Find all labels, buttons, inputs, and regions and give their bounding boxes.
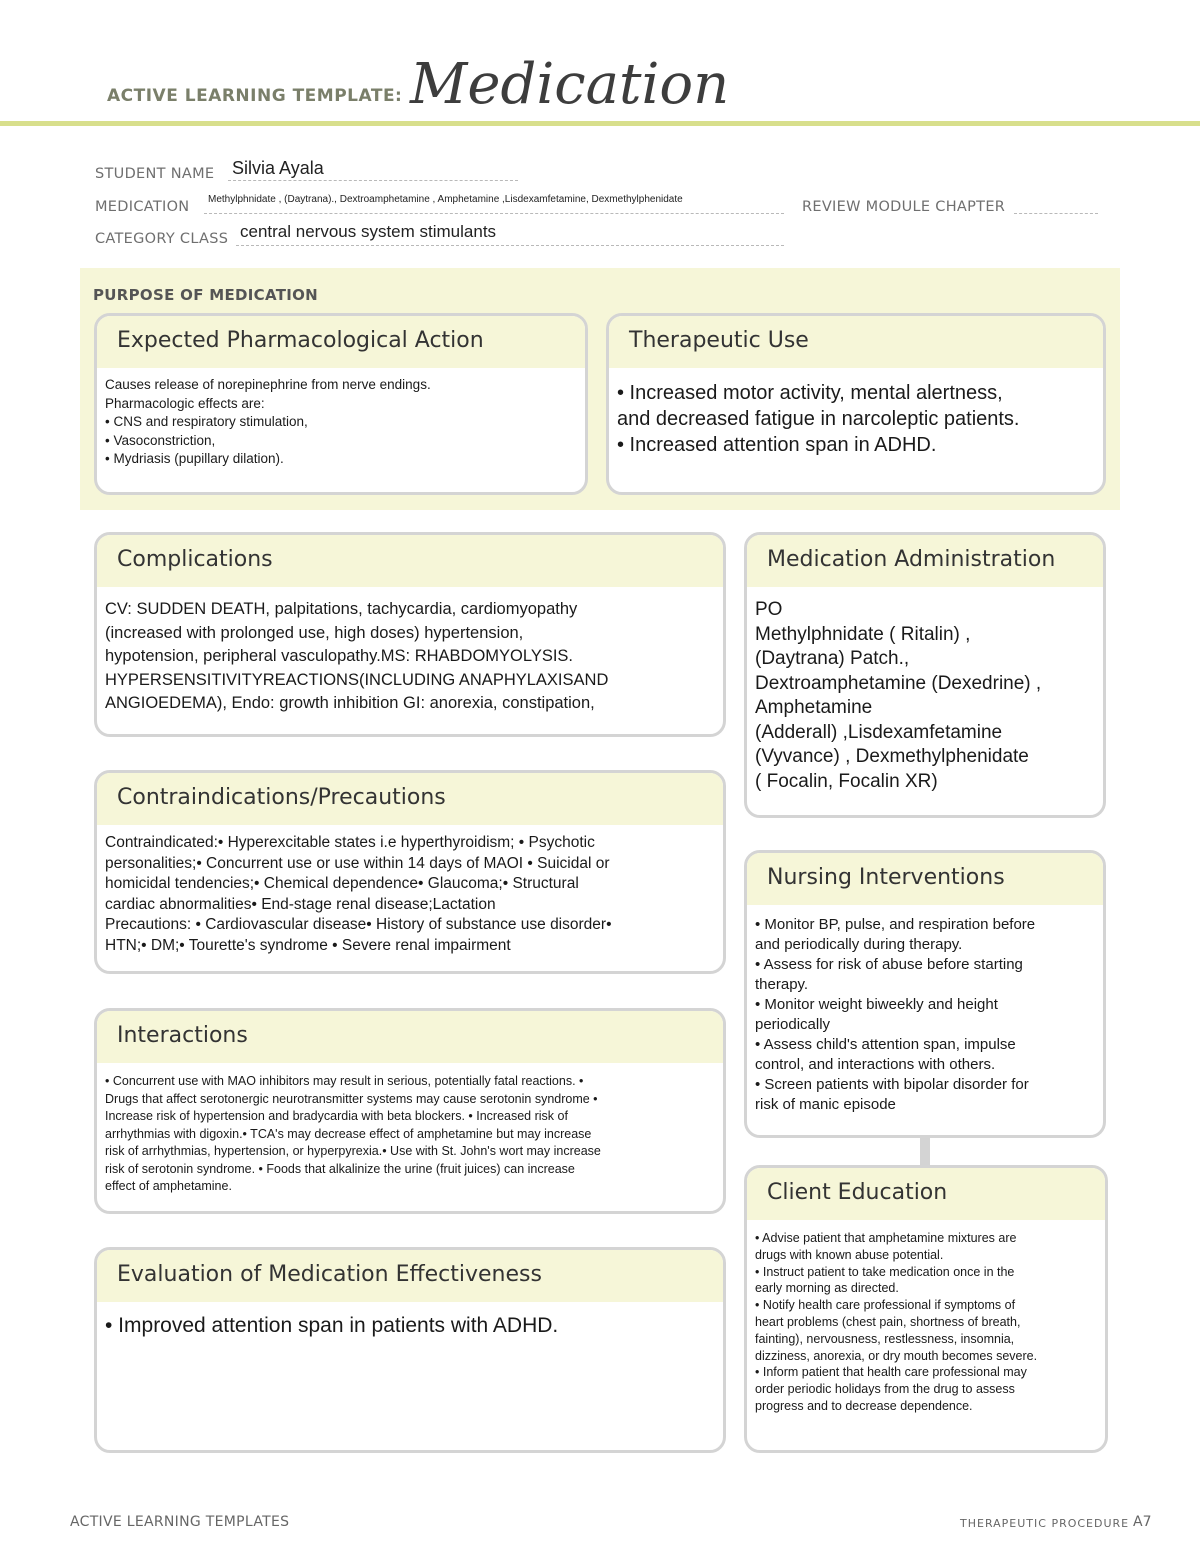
student-name-label: STUDENT NAME	[95, 166, 215, 182]
category-class-field[interactable]: central nervous system stimulants	[240, 222, 497, 241]
expected-action-card	[94, 313, 588, 495]
medication-label: MEDICATION	[95, 199, 190, 215]
contraindications-card	[94, 770, 726, 974]
evaluation-card	[94, 1247, 726, 1453]
client-education-card	[744, 1165, 1108, 1453]
nursing-interventions-title: Nursing Interventions	[747, 853, 1103, 905]
therapeutic-use-title: Therapeutic Use	[609, 316, 1103, 368]
client-education-title: Client Education	[747, 1168, 1105, 1220]
category-class-line	[236, 245, 784, 246]
footer-left: ACTIVE LEARNING TEMPLATES	[70, 1514, 290, 1530]
therapeutic-use-text[interactable]: • Increased motor activity, mental alertness, and decreased fatigue in narcoleptic patients. • Increased attention span in ADHD.	[617, 382, 1020, 456]
therapeutic-use-card	[606, 313, 1106, 495]
template-label: ACTIVE LEARNING TEMPLATE:	[107, 86, 403, 106]
footer-right: THERAPEUTIC PROCEDURE	[960, 1517, 1130, 1530]
interactions-text[interactable]: • Concurrent use with MAO inhibitors may result in serious, potentially fatal reactions. • Drugs that affect serotonergic neurotransmitter systems may cause serotonin syndrome • Increase risk of hypertension and bradycardia with beta blockers. • Increased risk of arrhythmias with digoxin.• TCA's may decrease effect of amphetamine but may increase risk of arrhythmias, hypertension, or hyperpyrexia.• Use with St. John's wort may increase risk of serotonin syndrome. • Foods that alkalinize the urine (fruit juices) can increase effect of amphetamine.	[105, 1074, 601, 1193]
medication-administration-title: Medication Administration	[747, 535, 1103, 587]
nursing-interventions-card	[744, 850, 1106, 1138]
complications-title: Complications	[97, 535, 723, 587]
evaluation-text[interactable]: • Improved attention span in patients with ADHD.	[105, 1314, 559, 1337]
interactions-title: Interactions	[97, 1011, 723, 1063]
medication-administration-text[interactable]: PO Methylphnidate ( Ritalin) , (Daytrana) Patch., Dextroamphetamine (Dexedrine) , Amphetamine (Adderall) ,Lisdexamfetamine (Vyvance) , Dexmethylphenidate ( Focalin, Focalin XR)	[755, 599, 1042, 792]
medication-administration-card	[744, 532, 1106, 818]
nursing-interventions-text[interactable]: • Monitor BP, pulse, and respiration before and periodically during therapy. • Assess for risk of abuse before starting therapy. • Monitor weight biweekly and height periodically • Assess child's attention span, impulse control, and interactions with others. • Screen patients with bipolar disorder for risk of manic episode	[755, 916, 1036, 1113]
student-name-field[interactable]: Silvia Ayala	[232, 158, 324, 178]
expected-action-text[interactable]: Causes release of norepinephrine from nerve endings. Pharmacologic effects are: • CNS and respiratory stimulation, • Vasoconstriction, • Mydriasis (pupillary dilation).	[105, 377, 431, 466]
page-title: Medication	[410, 52, 730, 117]
expected-action-title: Expected Pharmacological Action	[97, 316, 585, 368]
complications-text[interactable]: CV: SUDDEN DEATH, palpitations, tachycardia, cardiomyopathy (increased with prolonged use, high doses) hypertension, hypotension, peripheral vasculopathy.MS: RHABDOMYOLYSIS. HYPERSENSITIVITYREACTIONS(INCLUDING ANAPHYLAXISAND ANGIOEDEMA), Endo: growth inhibition GI: anorexia, constipation,	[105, 600, 609, 712]
category-class-label: CATEGORY CLASS	[95, 231, 229, 247]
page-number: A7	[1133, 1514, 1152, 1530]
connector-bar	[920, 1135, 930, 1167]
evaluation-title: Evaluation of Medication Effectiveness	[97, 1250, 723, 1302]
medication-line	[204, 213, 784, 214]
review-module-label: REVIEW MODULE CHAPTER	[802, 199, 1006, 215]
purpose-title: PURPOSE OF MEDICATION	[93, 286, 319, 304]
interactions-card	[94, 1008, 726, 1214]
contraindications-text[interactable]: Contraindicated:• Hyperexcitable states i.e hyperthyroidism; • Psychotic personalities;• Concurrent use or use within 14 days of MAOI • Suicidal or homicidal tendencies;• Chemical dependence• Glaucoma;• Structural cardiac abnormalities• End-stage renal disease;Lactation Precautions: • Cardiovascular disease• History of substance use disorder• HTN;• DM;• Tourette's syndrome • Severe renal impairment	[105, 834, 612, 954]
contraindications-title: Contraindications/Precautions	[97, 773, 723, 825]
complications-card	[94, 532, 726, 737]
client-education-text[interactable]: • Advise patient that amphetamine mixtures are drugs with known abuse potential. • Instruct patient to take medication once in the early morning as directed. • Notify health care professional if symptoms of heart problems (chest pain, shortness of breath, fainting), nervousness, restlessness, insomnia, dizziness, anorexia, or dry mouth becomes severe. • Inform patient that health care professional may order periodic holidays from the drug to assess progress and to decrease dependence.	[755, 1231, 1038, 1413]
review-module-line	[1014, 213, 1098, 214]
medication-field[interactable]: Methylphnidate , (Daytrana)., Dextroamphetamine , Amphetamine ,Lisdexamfetamine, Dexmethylphenidate	[208, 194, 683, 205]
student-name-line	[228, 180, 518, 181]
header-rule	[0, 121, 1200, 126]
